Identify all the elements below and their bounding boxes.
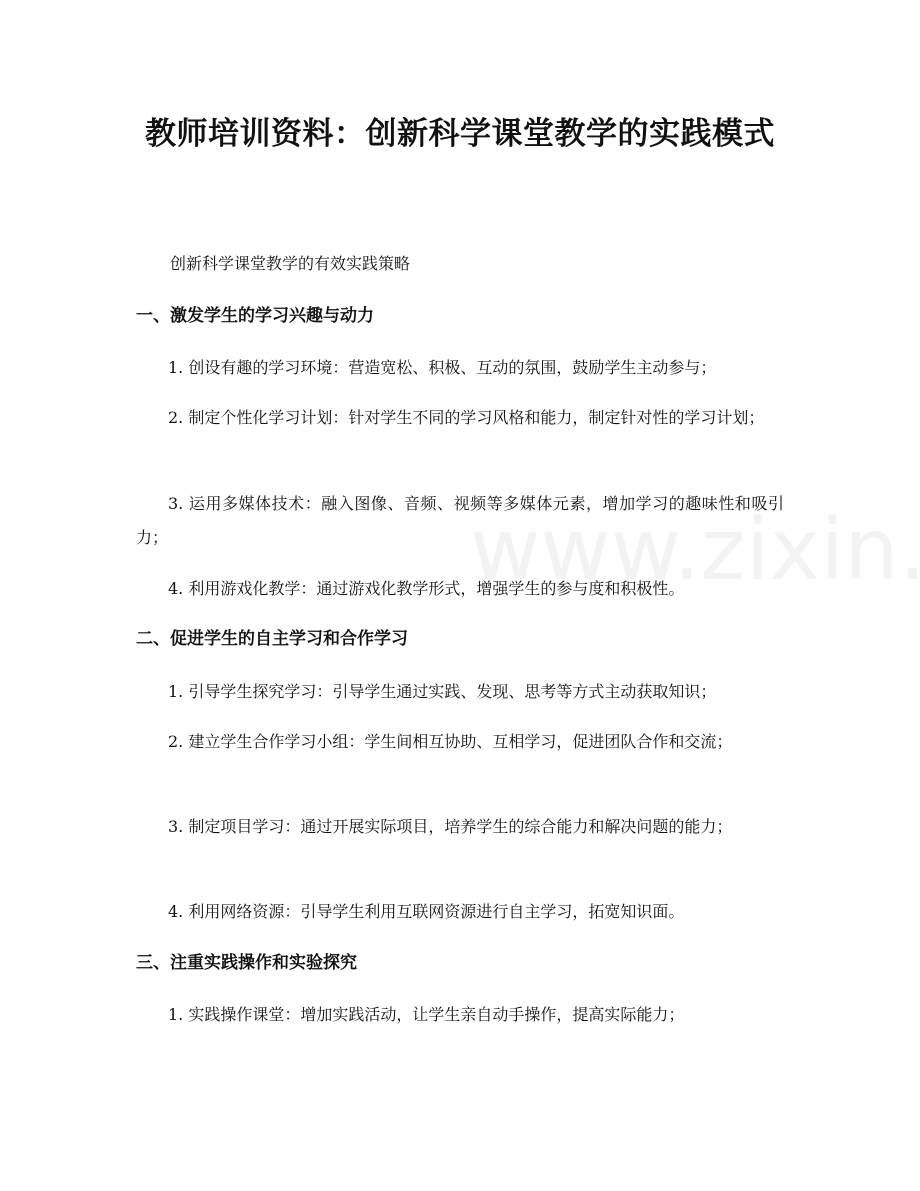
list-item: 1. 实践操作课堂：增加实践活动，让学生亲自动手操作，提高实际能力； <box>168 1005 685 1024</box>
list-item: 3. 运用多媒体技术：融入图像、音频、视频等多媒体元素，增加学习的趣味性和吸引力； <box>136 494 784 547</box>
list-item: 4. 利用网络资源：引导学生利用互联网资源进行自主学习，拓宽知识面。 <box>168 902 685 921</box>
list-item: 2. 建立学生合作学习小组：学生间相互协助、互相学习，促进团队合作和交流； <box>168 732 733 751</box>
list-item: 3. 制定项目学习：通过开展实际项目，培养学生的综合能力和解决问题的能力； <box>168 817 733 836</box>
section-heading-1: 一、激发学生的学习兴趣与动力 <box>136 306 374 326</box>
page-title: 教师培训资料：创新科学课堂教学的实践模式 <box>145 116 775 152</box>
list-item: 4. 利用游戏化教学：通过游戏化教学形式，增强学生的参与度和积极性。 <box>168 579 685 598</box>
section-heading-3: 三、注重实践操作和实验探究 <box>136 953 357 973</box>
list-item: 1. 引导学生探究学习：引导学生通过实践、发现、思考等方式主动获取知识； <box>168 682 717 701</box>
list-item: 1. 创设有趣的学习环境：营造宽松、积极、互动的氛围，鼓励学生主动参与； <box>168 358 717 377</box>
document-subtitle: 创新科学课堂教学的有效实践策略 <box>170 254 411 273</box>
section-heading-2: 二、促进学生的自主学习和合作学习 <box>136 629 408 649</box>
list-item: 2. 制定个性化学习计划：针对学生不同的学习风格和能力，制定针对性的学习计划； <box>168 408 765 427</box>
